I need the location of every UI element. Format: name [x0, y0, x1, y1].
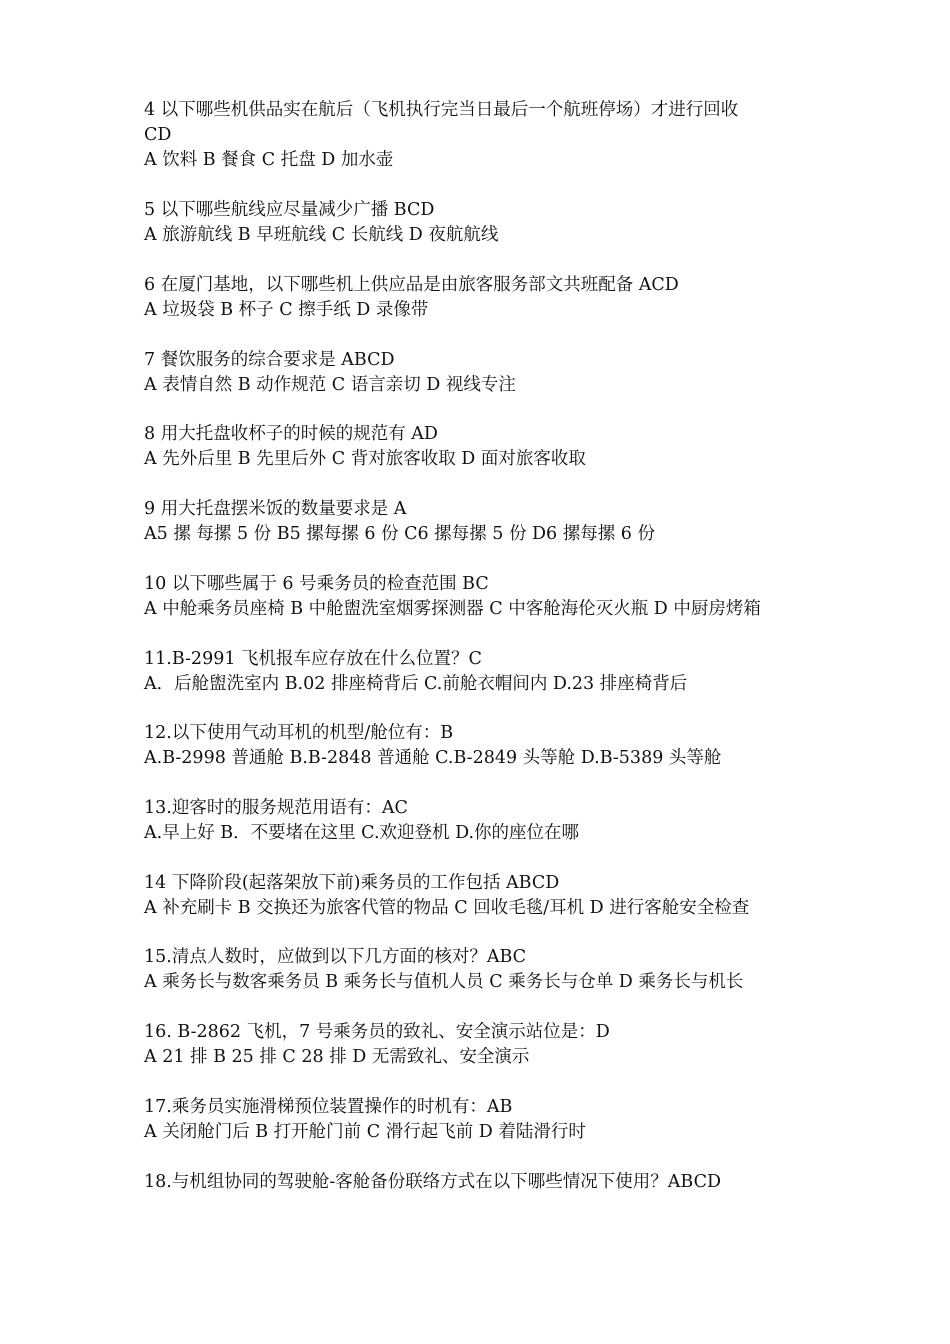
question-options: A 21 排 B 25 排 C 28 排 D 无需致礼、安全演示	[144, 1047, 530, 1067]
question-15	[144, 945, 824, 995]
question-text: 8 用大托盘收杯子的时候的规范有 AD	[144, 424, 438, 444]
question-text: 7 餐饮服务的综合要求是 ABCD	[144, 350, 395, 370]
question-text: 5 以下哪些航线应尽量减少广播 BCD	[144, 200, 435, 220]
question-14	[144, 871, 824, 921]
question-options: A.B-2998 普通舱 B.B-2848 普通舱 C.B-2849 头等舱 D.B-5389 头等舱	[144, 748, 722, 768]
question-4	[144, 98, 824, 173]
question-options: A．后舱盥洗室内 B.02 排座椅背后 C.前舱衣帽间内 D.23 排座椅背后	[144, 674, 688, 694]
question-11	[144, 647, 824, 697]
question-text: 11.B-2991 飞机报车应存放在什么位置？C	[144, 649, 482, 669]
question-18	[144, 1170, 824, 1195]
question-options: A 补充刷卡 B 交换还为旅客代管的物品 C 回收毛毯/耳机 D 进行客舱安全检查	[144, 898, 750, 918]
question-text: 4 以下哪些机供品实在航后（飞机执行完当日最后一个航班停场）才进行回收	[144, 100, 739, 120]
question-options: A5 摞 每摞 5 份 B5 摞每摞 6 份 C6 摞每摞 5 份 D6 摞每摞 6 份	[144, 524, 655, 544]
question-text: 6 在厦门基地，以下哪些机上供应品是由旅客服务部文共班配备 ACD	[144, 275, 679, 295]
question-options: A 表情自然 B 动作规范 C 语言亲切 D 视线专注	[144, 375, 516, 395]
question-options: A 垃圾袋 B 杯子 C 擦手纸 D 录像带	[144, 300, 429, 320]
question-text: 10 以下哪些属于 6 号乘务员的检查范围 BC	[144, 574, 489, 594]
question-text: 16. B-2862 飞机，7 号乘务员的致礼、安全演示站位是：D	[144, 1022, 610, 1042]
question-12	[144, 721, 824, 771]
question-options: A 饮料 B 餐食 C 托盘 D 加水壶	[144, 150, 394, 170]
question-text: 14 下降阶段(起落架放下前)乘务员的工作包括 ABCD	[144, 873, 560, 893]
question-text: 15.清点人数时，应做到以下几方面的核对？ABC	[144, 947, 527, 967]
question-text: 17.乘务员实施滑梯预位装置操作的时机有：AB	[144, 1097, 513, 1117]
question-options: A 乘务长与数客乘务员 B 乘务长与值机人员 C 乘务长与仓单 D 乘务长与机长	[144, 972, 744, 992]
question-options: A 中舱乘务员座椅 B 中舱盥洗室烟雾探测器 C 中客舱海伦灭火瓶 D 中厨房烤箱	[144, 599, 761, 619]
question-options: A 旅游航线 B 早班航线 C 长航线 D 夜航航线	[144, 225, 499, 245]
question-options: A 先外后里 B 先里后外 C 背对旅客收取 D 面对旅客收取	[144, 449, 586, 469]
question-options: A.早上好 B．不要堵在这里 C.欢迎登机 D.你的座位在哪	[144, 823, 580, 843]
question-7	[144, 348, 824, 398]
question-13	[144, 796, 824, 846]
question-options: A 关闭舱门后 B 打开舱门前 C 滑行起飞前 D 着陆滑行时	[144, 1122, 586, 1142]
question-text: 12.以下使用气动耳机的机型/舱位有：B	[144, 723, 454, 743]
question-10	[144, 572, 824, 622]
question-text: 13.迎客时的服务规范用语有：AC	[144, 798, 408, 818]
question-text: 9 用大托盘摆米饭的数量要求是 A	[144, 499, 407, 519]
question-text: 18.与机组协同的驾驶舱-客舱备份联络方式在以下哪些情况下使用？ABCD	[144, 1172, 721, 1192]
question-17	[144, 1095, 824, 1145]
question-5	[144, 198, 824, 248]
question-answer: CD	[144, 125, 172, 145]
question-8	[144, 422, 824, 472]
question-9	[144, 497, 824, 547]
question-6	[144, 273, 824, 323]
question-16	[144, 1020, 824, 1070]
